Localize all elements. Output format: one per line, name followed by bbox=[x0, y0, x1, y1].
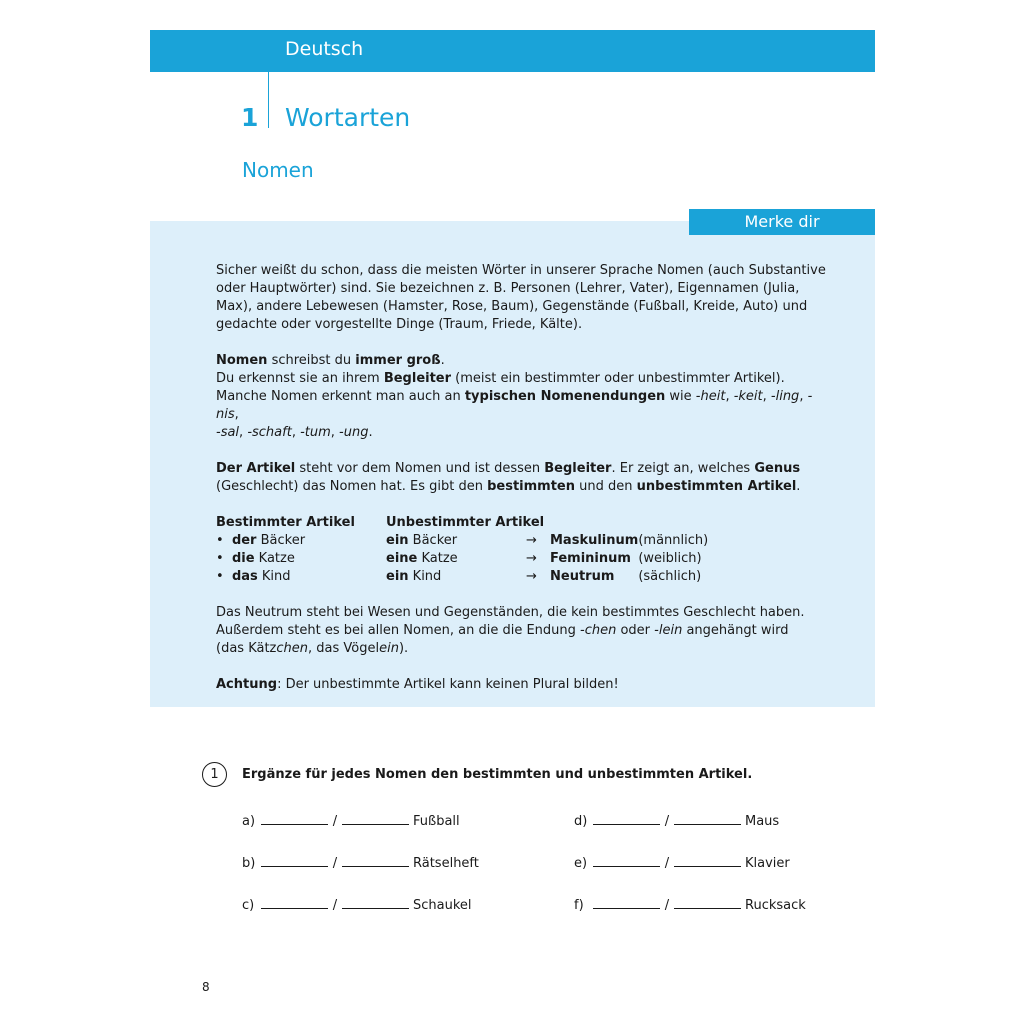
exercise-item bbox=[242, 852, 479, 871]
definite-article-blank[interactable] bbox=[261, 894, 328, 909]
item-noun: Fußball bbox=[413, 814, 460, 829]
noun: Katze bbox=[258, 551, 295, 566]
indefinite-article: eine bbox=[386, 551, 418, 566]
section-title: Nomen bbox=[242, 158, 314, 182]
article-row: • der Bäcker ein Bäcker → Maskulinum (männlich) bbox=[216, 533, 709, 548]
definite-article-blank[interactable] bbox=[593, 894, 660, 909]
indefinite-article: ein bbox=[386, 533, 409, 548]
header-bar bbox=[150, 30, 875, 72]
definite-article-blank[interactable] bbox=[593, 810, 660, 825]
item-noun: Rätselheft bbox=[413, 856, 479, 871]
genus-label: Maskulinum bbox=[550, 533, 639, 548]
separator: / bbox=[332, 898, 338, 913]
article-table-header bbox=[216, 514, 708, 532]
separator: / bbox=[664, 898, 670, 913]
separator: / bbox=[332, 814, 338, 829]
definite-article: der bbox=[231, 533, 257, 548]
indefinite-article: ein bbox=[386, 569, 409, 584]
separator: / bbox=[664, 814, 670, 829]
item-label: e) bbox=[574, 856, 588, 871]
article-paragraph: Der Artikel steht vor dem Nomen und ist dessen Begleiter. Er zeigt an, welches Genus (Geschlecht) das Nomen hat. Es gibt den bestimmten und den unbestimmten Artikel. bbox=[216, 461, 801, 494]
item-label: a) bbox=[242, 814, 256, 829]
indefinite-article-blank[interactable] bbox=[342, 894, 409, 909]
genus-meaning: (weiblich) bbox=[638, 551, 702, 566]
exercise-item bbox=[574, 810, 779, 829]
noun: Bäcker bbox=[412, 533, 458, 548]
definite-article-blank[interactable] bbox=[593, 852, 660, 867]
page-number: 8 bbox=[202, 980, 210, 994]
genus-meaning: (sächlich) bbox=[638, 569, 702, 584]
chapter-title: Wortarten bbox=[285, 103, 411, 132]
indefinite-article-blank[interactable] bbox=[674, 852, 741, 867]
indefinite-article-blank[interactable] bbox=[674, 894, 741, 909]
article-table bbox=[216, 514, 708, 586]
item-label: f) bbox=[574, 898, 584, 913]
indefinite-article-blank[interactable] bbox=[674, 810, 741, 825]
article-row: • das Kind ein Kind → Neutrum (sächlich) bbox=[216, 568, 708, 586]
item-noun: Rucksack bbox=[745, 898, 806, 913]
item-noun: Klavier bbox=[745, 856, 790, 871]
noun: Katze bbox=[421, 551, 458, 566]
definite-article-blank[interactable] bbox=[261, 852, 328, 867]
exercise-item bbox=[574, 852, 790, 871]
noun: Kind bbox=[261, 569, 291, 584]
genus-label: Femininum bbox=[550, 551, 631, 566]
rule-paragraph: Nomen schreibst du immer groß. Du erkennst sie an ihrem Begleiter (meist ein bestimmter oder unbestimmter Artikel). Manche Nomen erkennt man auch an typischen Nomenendungen wie -heit, -keit, -ling, -nis, -sal, -schaft, -tum, -ung. bbox=[216, 353, 813, 440]
header-definite: Bestimmter Artikel bbox=[216, 515, 355, 530]
info-box-label: Merke dir bbox=[689, 209, 875, 235]
arrow-icon: → bbox=[526, 533, 537, 548]
arrow-icon: → bbox=[526, 569, 537, 584]
exercise-item bbox=[242, 810, 460, 829]
separator: / bbox=[664, 856, 670, 871]
definite-article: die bbox=[231, 551, 255, 566]
item-label: d) bbox=[574, 814, 588, 829]
genus-label: Neutrum bbox=[550, 569, 615, 584]
indefinite-article-blank[interactable] bbox=[342, 852, 409, 867]
noun: Kind bbox=[412, 569, 442, 584]
arrow-icon: → bbox=[526, 551, 537, 566]
article-row: • die Katze eine Katze → Femininum (weiblich) bbox=[216, 550, 708, 568]
chapter-number: 1 bbox=[241, 103, 259, 132]
warning-paragraph: Achtung: Der unbestimmte Artikel kann keinen Plural bilden! bbox=[216, 677, 619, 692]
definite-article-blank[interactable] bbox=[261, 810, 328, 825]
info-box-content bbox=[216, 262, 826, 694]
task-number-badge: 1 bbox=[202, 762, 227, 787]
genus-meaning: (männlich) bbox=[638, 533, 709, 548]
separator: / bbox=[332, 856, 338, 871]
item-label: c) bbox=[242, 898, 255, 913]
neutrum-paragraph: Das Neutrum steht bei Wesen und Gegenständen, die kein bestimmtes Geschlecht haben. Außerdem steht es bei allen Nomen, an die die Endung -chen oder -lein angehängt wird (das Kätzchen, das Vögelein). bbox=[216, 605, 805, 656]
header-divider bbox=[268, 30, 269, 128]
noun: Bäcker bbox=[260, 533, 306, 548]
definite-article: das bbox=[231, 569, 258, 584]
subject-title: Deutsch bbox=[285, 38, 364, 60]
item-label: b) bbox=[242, 856, 256, 871]
item-noun: Schaukel bbox=[413, 898, 472, 913]
intro-paragraph: Sicher weißt du schon, dass die meisten Wörter in unserer Sprache Nomen (auch Substantive oder Hauptwörter) sind. Sie bezeichnen z. B. Personen (Lehrer, Vater), Eigennamen (Julia, Max), andere Lebewesen (Hamster, Rose, Baum), Gegenstände (Fußball, Kreide, Auto) und gedachte oder vorgestellte Dinge (Traum, Friede, Kälte). bbox=[216, 263, 826, 332]
header-indefinite: Unbestimmter Artikel bbox=[386, 515, 545, 530]
exercise-item bbox=[242, 894, 472, 913]
item-noun: Maus bbox=[745, 814, 780, 829]
exercise-item bbox=[574, 894, 806, 913]
task-instruction: Ergänze für jedes Nomen den bestimmten und unbestimmten Artikel. bbox=[242, 767, 753, 782]
indefinite-article-blank[interactable] bbox=[342, 810, 409, 825]
